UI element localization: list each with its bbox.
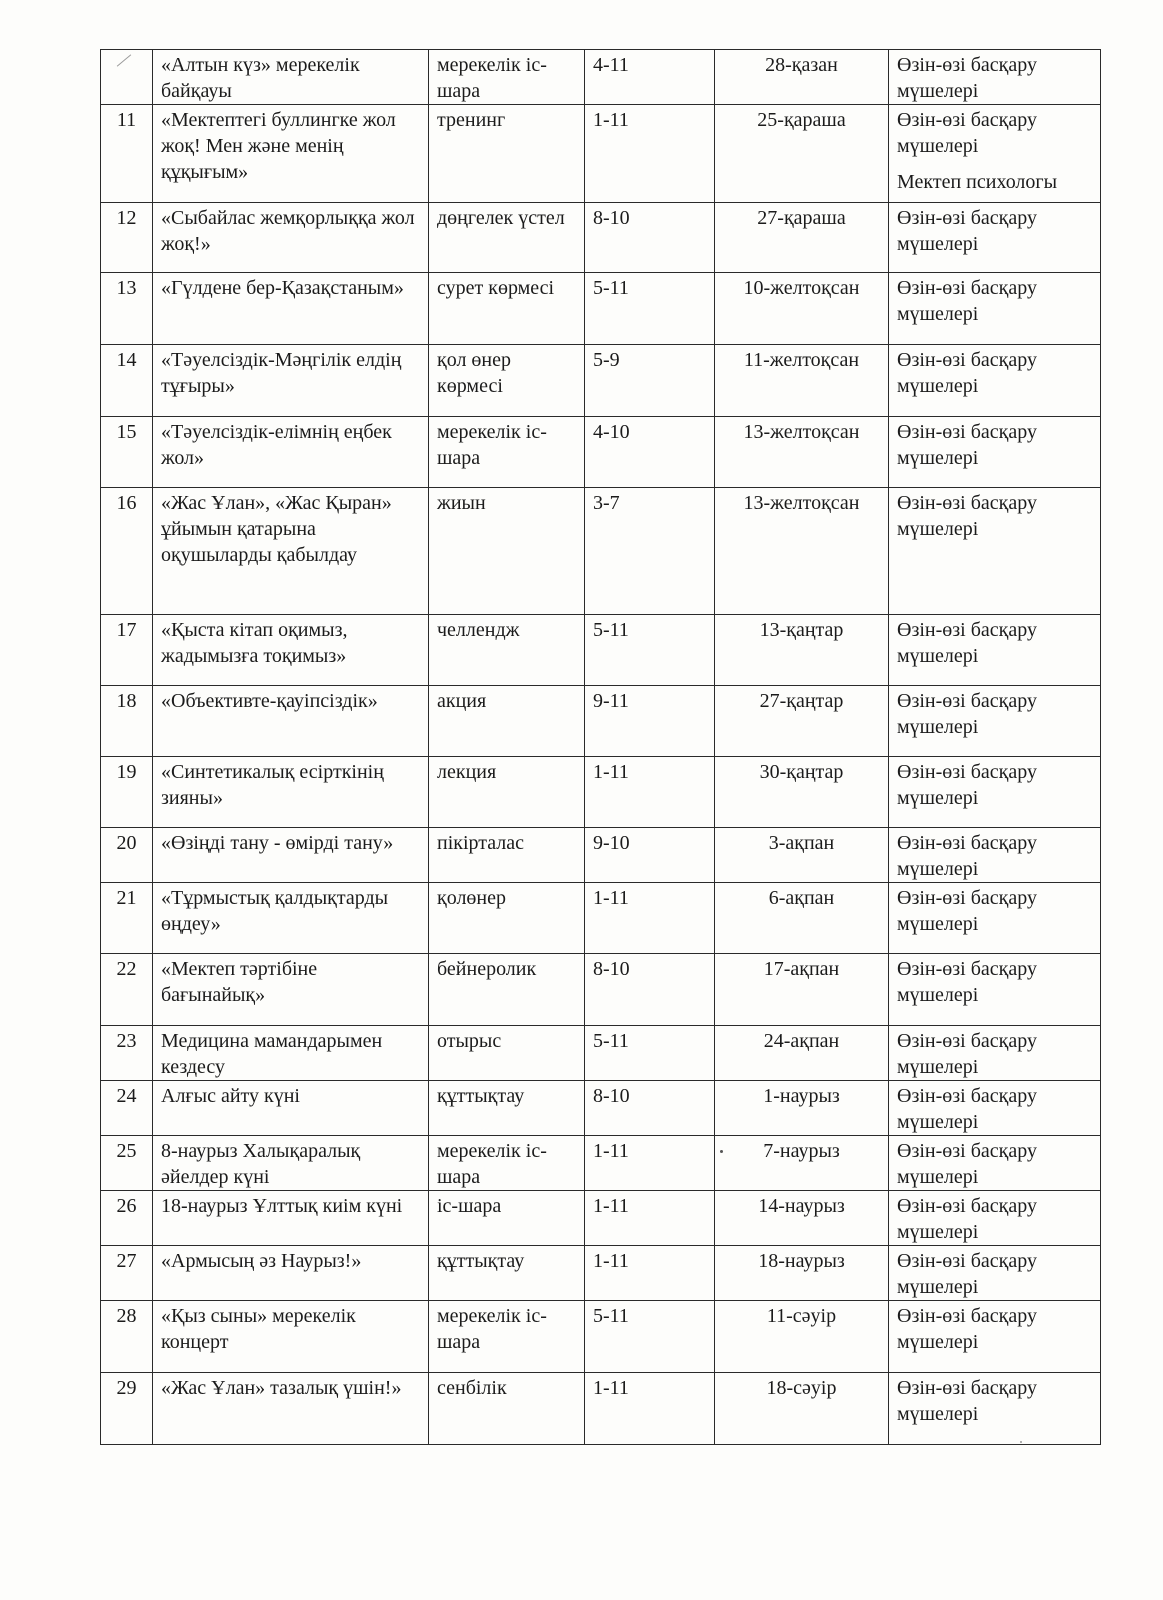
row-number bbox=[101, 1373, 153, 1445]
event-name bbox=[153, 1373, 429, 1445]
event-name-text: Алғыс айту күні bbox=[161, 1085, 300, 1107]
responsible bbox=[889, 105, 1101, 203]
row-number bbox=[101, 1301, 153, 1373]
event-form bbox=[429, 488, 585, 615]
responsible bbox=[889, 417, 1101, 488]
event-date-text: 6-ақпан bbox=[768, 887, 835, 909]
responsible bbox=[889, 1026, 1101, 1081]
event-name bbox=[153, 883, 429, 954]
event-form-text: акция bbox=[437, 690, 487, 712]
grades bbox=[585, 1246, 715, 1301]
event-date bbox=[715, 488, 889, 615]
responsible bbox=[889, 345, 1101, 417]
grades-text: 1-11 bbox=[593, 1377, 629, 1399]
event-form bbox=[429, 1373, 585, 1445]
row-number-text: 23 bbox=[116, 1030, 137, 1052]
event-date bbox=[715, 203, 889, 273]
event-form-text: қолөнер bbox=[437, 887, 507, 909]
event-form bbox=[429, 686, 585, 757]
event-form-text: лекция bbox=[437, 761, 497, 783]
event-name-text: «Жас Ұлан» тазалық үшін!» bbox=[161, 1377, 402, 1399]
event-form bbox=[429, 828, 585, 883]
grades bbox=[585, 1136, 715, 1191]
grades-text: 1-11 bbox=[593, 1195, 629, 1217]
event-name bbox=[153, 417, 429, 488]
event-form-text: бейнеролик bbox=[437, 958, 537, 980]
event-name bbox=[153, 686, 429, 757]
event-form bbox=[429, 1081, 585, 1136]
grades bbox=[585, 203, 715, 273]
event-form-text: жиын bbox=[437, 492, 486, 514]
event-date bbox=[715, 954, 889, 1026]
event-form bbox=[429, 1246, 585, 1301]
responsible bbox=[889, 686, 1101, 757]
event-form bbox=[429, 50, 585, 105]
event-form-text: сурет көрмесі bbox=[437, 277, 555, 299]
row-number bbox=[101, 50, 153, 105]
grades-text: 8-10 bbox=[593, 207, 630, 229]
grades bbox=[585, 954, 715, 1026]
responsible-text: Өзін-өзі басқару мүшелері bbox=[897, 54, 1037, 102]
event-date-text: 27-қаңтар bbox=[759, 690, 844, 712]
event-form-text: мерекелік іс-шара bbox=[437, 1305, 547, 1353]
row-number-text: 22 bbox=[116, 958, 137, 980]
event-form-text: мерекелік іс-шара bbox=[437, 1140, 547, 1188]
event-form-text: челлендж bbox=[437, 619, 520, 641]
table-row bbox=[101, 1136, 1101, 1191]
table-row bbox=[101, 105, 1101, 203]
event-form-text: сенбілік bbox=[437, 1377, 507, 1399]
row-number bbox=[101, 828, 153, 883]
grades-text: 5-11 bbox=[593, 1030, 629, 1052]
event-name-text: 18-наурыз Ұлттық киім күні bbox=[161, 1195, 403, 1217]
event-form bbox=[429, 1026, 585, 1081]
responsible-text: Өзін-өзі басқару мүшелері bbox=[897, 1140, 1037, 1188]
event-form-text: тренинг bbox=[437, 109, 506, 131]
row-number-text: 29 bbox=[116, 1377, 137, 1399]
row-number bbox=[101, 203, 153, 273]
grades-text: 9-10 bbox=[593, 832, 630, 854]
responsible bbox=[889, 757, 1101, 828]
event-name bbox=[153, 1136, 429, 1191]
event-date bbox=[715, 1026, 889, 1081]
grades bbox=[585, 1373, 715, 1445]
responsible bbox=[889, 954, 1101, 1026]
row-number-text: 16 bbox=[116, 492, 137, 514]
grades bbox=[585, 345, 715, 417]
table-row bbox=[101, 203, 1101, 273]
event-form bbox=[429, 345, 585, 417]
grades-text: 3-7 bbox=[593, 492, 620, 514]
event-date bbox=[715, 828, 889, 883]
grades bbox=[585, 1301, 715, 1373]
responsible-text: Өзін-өзі басқару мүшелері bbox=[897, 277, 1037, 325]
responsible-text: Өзін-өзі басқару мүшелері bbox=[897, 349, 1037, 397]
event-form bbox=[429, 105, 585, 203]
event-date-text: 10-желтоқсан bbox=[743, 277, 860, 299]
responsible-text: Өзін-өзі басқару мүшелері bbox=[897, 1030, 1037, 1078]
event-date-text: 30-қаңтар bbox=[759, 761, 844, 783]
event-form-text: іс-шара bbox=[437, 1195, 502, 1217]
row-number-text: 13 bbox=[116, 277, 137, 299]
event-name bbox=[153, 757, 429, 828]
row-number bbox=[101, 1191, 153, 1246]
responsible-text: Өзін-өзі басқару мүшелері bbox=[897, 619, 1037, 667]
responsible bbox=[889, 1301, 1101, 1373]
row-number bbox=[101, 1026, 153, 1081]
row-number-text: 24 bbox=[116, 1085, 137, 1107]
table-row bbox=[101, 488, 1101, 615]
event-name-text: «Жас Ұлан», «Жас Қыран» ұйымын қатарына оқушыларды қабылдау bbox=[161, 492, 392, 566]
grades-text: 5-9 bbox=[593, 349, 620, 371]
grades bbox=[585, 417, 715, 488]
grades bbox=[585, 828, 715, 883]
responsible-extra-text: Мектеп психологы bbox=[897, 171, 1058, 193]
event-date bbox=[715, 686, 889, 757]
responsible bbox=[889, 203, 1101, 273]
responsible-text: Өзін-өзі басқару мүшелері bbox=[897, 1085, 1037, 1133]
table-row bbox=[101, 828, 1101, 883]
responsible bbox=[889, 828, 1101, 883]
responsible-text: Өзін-өзі басқару мүшелері bbox=[897, 1250, 1037, 1298]
row-number-text: 14 bbox=[116, 349, 137, 371]
event-name-text: «Армысың әз Наурыз!» bbox=[161, 1250, 362, 1272]
event-name-text: «Өзіңді тану - өмірді тану» bbox=[161, 832, 394, 854]
events-table bbox=[100, 49, 1101, 1445]
event-name bbox=[153, 50, 429, 105]
grades bbox=[585, 1081, 715, 1136]
responsible bbox=[889, 1191, 1101, 1246]
responsible bbox=[889, 1081, 1101, 1136]
grades bbox=[585, 1026, 715, 1081]
event-name bbox=[153, 105, 429, 203]
row-number-text: 21 bbox=[116, 887, 137, 909]
event-date-text: 18-сәуір bbox=[766, 1377, 837, 1399]
table-row bbox=[101, 1081, 1101, 1136]
row-number bbox=[101, 1136, 153, 1191]
scan-artifact-dot bbox=[1020, 1441, 1022, 1443]
event-date-text: 13-желтоқсан bbox=[743, 421, 860, 443]
responsible-text: Өзін-өзі басқару мүшелері bbox=[897, 690, 1037, 738]
row-number bbox=[101, 345, 153, 417]
responsible-text: Өзін-өзі басқару мүшелері bbox=[897, 887, 1037, 935]
event-form bbox=[429, 417, 585, 488]
event-date bbox=[715, 1373, 889, 1445]
event-form-text: отырыс bbox=[437, 1030, 502, 1052]
event-name bbox=[153, 273, 429, 345]
event-name bbox=[153, 1246, 429, 1301]
row-number-text: 25 bbox=[116, 1140, 137, 1162]
event-form bbox=[429, 1301, 585, 1373]
event-name bbox=[153, 1301, 429, 1373]
event-name-text: «Мектептегі буллингке жол жоқ! Мен және менің құқығым» bbox=[161, 109, 396, 183]
responsible-text: Өзін-өзі басқару мүшелері bbox=[897, 492, 1037, 540]
table-row bbox=[101, 883, 1101, 954]
grades bbox=[585, 757, 715, 828]
event-date-text: 11-сәуір bbox=[766, 1305, 837, 1327]
table-row bbox=[101, 1026, 1101, 1081]
table-row bbox=[101, 1301, 1101, 1373]
event-date bbox=[715, 417, 889, 488]
grades bbox=[585, 50, 715, 105]
event-name-text: Медицина мамандарымен кездесу bbox=[161, 1030, 383, 1078]
responsible-text: Өзін-өзі басқару мүшелері bbox=[897, 958, 1037, 1006]
event-form-text: құттықтау bbox=[437, 1085, 525, 1107]
row-number-text: 20 bbox=[116, 832, 137, 854]
scan-artifact-dot bbox=[720, 1150, 723, 1153]
row-number-text: 11 bbox=[116, 109, 137, 131]
row-number bbox=[101, 883, 153, 954]
event-date-text: 18-наурыз bbox=[758, 1250, 845, 1272]
event-form bbox=[429, 1136, 585, 1191]
responsible-text: Өзін-өзі басқару мүшелері bbox=[897, 832, 1037, 880]
row-number-text: 27 bbox=[116, 1250, 137, 1272]
event-date-text: 1-наурыз bbox=[763, 1085, 840, 1107]
grades bbox=[585, 273, 715, 345]
event-name bbox=[153, 615, 429, 686]
event-form-text: мерекелік іс-шара bbox=[437, 421, 547, 469]
responsible-text: Өзін-өзі басқару мүшелері bbox=[897, 109, 1037, 157]
grades bbox=[585, 883, 715, 954]
responsible bbox=[889, 615, 1101, 686]
table-row bbox=[101, 345, 1101, 417]
row-number bbox=[101, 615, 153, 686]
event-name-text: «Тұрмыстық қалдықтарды өңдеу» bbox=[161, 887, 389, 935]
grades-text: 9-11 bbox=[593, 690, 629, 712]
row-number-text: 18 bbox=[116, 690, 137, 712]
row-number-text: 19 bbox=[116, 761, 137, 783]
grades bbox=[585, 615, 715, 686]
grades bbox=[585, 1191, 715, 1246]
event-date-text: 13-қаңтар bbox=[759, 619, 844, 641]
grades-text: 5-11 bbox=[593, 619, 629, 641]
event-name bbox=[153, 345, 429, 417]
event-name bbox=[153, 954, 429, 1026]
event-form-text: мерекелік іс-шара bbox=[437, 54, 547, 102]
event-date bbox=[715, 615, 889, 686]
event-form-text: құттықтау bbox=[437, 1250, 525, 1272]
event-date bbox=[715, 50, 889, 105]
table-row bbox=[101, 50, 1101, 105]
responsible bbox=[889, 1246, 1101, 1301]
responsible bbox=[889, 1136, 1101, 1191]
event-date-text: 27-қараша bbox=[757, 207, 846, 229]
row-number-text: 15 bbox=[116, 421, 137, 443]
row-number bbox=[101, 488, 153, 615]
event-name-text: «Мектеп тәртібіне бағынайық» bbox=[161, 958, 318, 1006]
table-row bbox=[101, 417, 1101, 488]
row-number bbox=[101, 417, 153, 488]
event-date bbox=[715, 1246, 889, 1301]
responsible bbox=[889, 50, 1101, 105]
event-date bbox=[715, 273, 889, 345]
grades-text: 4-11 bbox=[593, 54, 629, 76]
grades bbox=[585, 488, 715, 615]
event-name-text: 8-наурыз Халықаралық әйелдер күні bbox=[161, 1140, 361, 1188]
event-name-text: «Қыз сыны» мерекелік концерт bbox=[161, 1305, 356, 1353]
grades-text: 4-10 bbox=[593, 421, 630, 443]
responsible bbox=[889, 273, 1101, 345]
table-row bbox=[101, 757, 1101, 828]
grades bbox=[585, 105, 715, 203]
responsible-text: Өзін-өзі басқару мүшелері bbox=[897, 421, 1037, 469]
table-row bbox=[101, 615, 1101, 686]
event-name-text: «Сыбайлас жемқорлыққа жол жоқ!» bbox=[161, 207, 415, 255]
grades-text: 1-11 bbox=[593, 887, 629, 909]
responsible bbox=[889, 883, 1101, 954]
event-date bbox=[715, 883, 889, 954]
grades-text: 5-11 bbox=[593, 277, 629, 299]
row-number bbox=[101, 686, 153, 757]
responsible-text: Өзін-өзі басқару мүшелері bbox=[897, 1195, 1037, 1243]
event-form bbox=[429, 954, 585, 1026]
event-name-text: «Тәуелсіздік-Мәңгілік елдің тұғыры» bbox=[161, 349, 402, 397]
event-date-text: 28-қазан bbox=[765, 54, 838, 76]
event-name-text: «Гүлдене бер-Қазақстаным» bbox=[161, 277, 404, 299]
row-number-text: 26 bbox=[116, 1195, 137, 1217]
event-name bbox=[153, 203, 429, 273]
event-name-text: «Синтетикалық есірткінің зияны» bbox=[161, 761, 384, 809]
event-form-text: пікірталас bbox=[437, 832, 525, 854]
event-name bbox=[153, 828, 429, 883]
grades-text: 8-10 bbox=[593, 958, 630, 980]
grades-text: 1-11 bbox=[593, 109, 629, 131]
event-date-text: 13-желтоқсан bbox=[743, 492, 860, 514]
row-number bbox=[101, 954, 153, 1026]
row-number bbox=[101, 757, 153, 828]
grades-text: 1-11 bbox=[593, 1250, 629, 1272]
table-row bbox=[101, 1191, 1101, 1246]
event-date-text: 11-желтоқсан bbox=[743, 349, 860, 371]
event-form bbox=[429, 1191, 585, 1246]
events-table-body bbox=[101, 50, 1101, 1445]
grades-text: 1-11 bbox=[593, 761, 629, 783]
table-row bbox=[101, 1373, 1101, 1445]
event-date-text: 3-ақпан bbox=[768, 832, 835, 854]
event-date-text: 25-қараша bbox=[757, 109, 846, 131]
event-form bbox=[429, 757, 585, 828]
table-row bbox=[101, 273, 1101, 345]
responsible bbox=[889, 1373, 1101, 1445]
responsible-text: Өзін-өзі басқару мүшелері bbox=[897, 207, 1037, 255]
table-row bbox=[101, 686, 1101, 757]
table-row bbox=[101, 954, 1101, 1026]
event-form bbox=[429, 615, 585, 686]
grades-text: 1-11 bbox=[593, 1140, 629, 1162]
responsible-text: Өзін-өзі басқару мүшелері bbox=[897, 1377, 1037, 1425]
event-name-text: «Тәуелсіздік-елімнің еңбек жол» bbox=[161, 421, 392, 469]
row-number-text: 12 bbox=[116, 207, 137, 229]
event-form bbox=[429, 273, 585, 345]
row-number bbox=[101, 1246, 153, 1301]
row-number bbox=[101, 273, 153, 345]
row-number bbox=[101, 105, 153, 203]
event-date bbox=[715, 1081, 889, 1136]
event-name bbox=[153, 1081, 429, 1136]
row-number-text: 17 bbox=[116, 619, 137, 641]
event-name-text: «Объективте-қауіпсіздік» bbox=[161, 690, 378, 712]
grades-text: 8-10 bbox=[593, 1085, 630, 1107]
event-date-text: 7-наурыз bbox=[763, 1140, 840, 1162]
grades-text: 5-11 bbox=[593, 1305, 629, 1327]
event-name bbox=[153, 1026, 429, 1081]
event-name bbox=[153, 1191, 429, 1246]
row-number-text: 28 bbox=[116, 1305, 137, 1327]
event-name-text: «Қыста кітап оқимыз, жадымызға тоқимыз» bbox=[161, 619, 348, 667]
event-date-text: 17-ақпан bbox=[763, 958, 840, 980]
row-number bbox=[101, 1081, 153, 1136]
event-form-text: дөңгелек үстел bbox=[437, 207, 565, 229]
event-date bbox=[715, 757, 889, 828]
event-date bbox=[715, 1301, 889, 1373]
event-date-text: 14-наурыз bbox=[758, 1195, 845, 1217]
responsible bbox=[889, 488, 1101, 615]
grades bbox=[585, 686, 715, 757]
event-date bbox=[715, 345, 889, 417]
event-name bbox=[153, 488, 429, 615]
event-name-text: «Алтын күз» мерекелік байқауы bbox=[161, 54, 360, 102]
responsible-text: Өзін-өзі басқару мүшелері bbox=[897, 1305, 1037, 1353]
event-date-text: 24-ақпан bbox=[763, 1030, 840, 1052]
table-row bbox=[101, 1246, 1101, 1301]
event-form bbox=[429, 883, 585, 954]
event-date bbox=[715, 1136, 889, 1191]
responsible-text: Өзін-өзі басқару мүшелері bbox=[897, 761, 1037, 809]
event-form-text: қол өнер көрмесі bbox=[437, 349, 512, 397]
event-date bbox=[715, 1191, 889, 1246]
event-date bbox=[715, 105, 889, 203]
event-form bbox=[429, 203, 585, 273]
